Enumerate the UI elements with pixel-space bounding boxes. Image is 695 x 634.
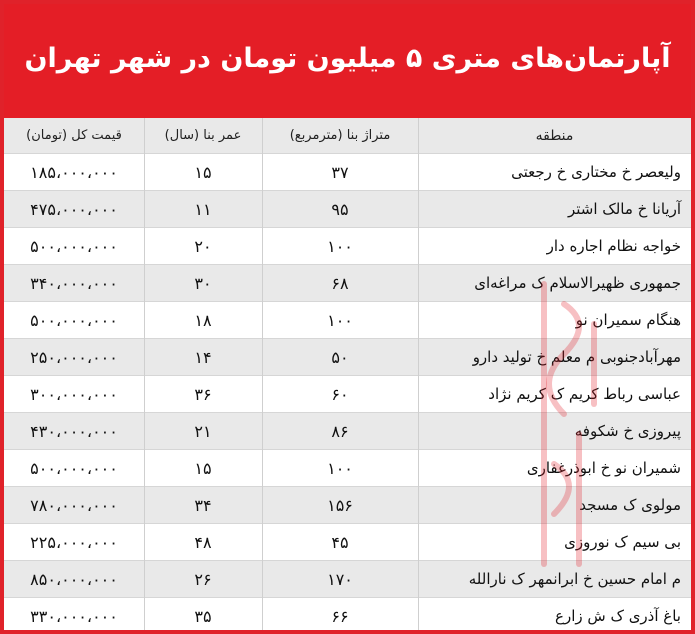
cell-age: ۱۵ bbox=[194, 458, 212, 478]
cell-price: ۵۰۰،۰۰۰،۰۰۰ bbox=[30, 310, 118, 330]
table-row bbox=[4, 265, 691, 302]
cell-age: ۴۸ bbox=[194, 532, 212, 552]
cell-price: ۵۰۰،۰۰۰،۰۰۰ bbox=[30, 458, 118, 478]
cell-region: هنگام سمیران نو bbox=[575, 311, 681, 329]
header-age: عمر بنا (سال) bbox=[164, 128, 242, 143]
cell-area: ۸۶ bbox=[331, 421, 349, 441]
price-table bbox=[4, 118, 691, 634]
cell-region: م امام حسین خ ابرانمهر ک نارالله bbox=[468, 570, 681, 588]
cell-age: ۱۱ bbox=[194, 199, 212, 219]
cell-age: ۲۱ bbox=[194, 421, 212, 441]
cell-region: پیروزی خ شکوفه bbox=[574, 422, 681, 440]
cell-area: ۴۵ bbox=[331, 532, 349, 552]
cell-area: ۶۶ bbox=[331, 606, 349, 626]
cell-area: ۱۰۰ bbox=[327, 236, 353, 256]
header-region: منطقه bbox=[535, 127, 574, 144]
column-divider bbox=[262, 118, 263, 634]
cell-age: ۲۰ bbox=[194, 236, 212, 256]
table-row bbox=[4, 191, 691, 228]
table-row bbox=[4, 598, 691, 634]
cell-price: ۵۰۰،۰۰۰،۰۰۰ bbox=[30, 236, 118, 256]
cell-price: ۲۲۵،۰۰۰،۰۰۰ bbox=[30, 532, 118, 552]
table-row bbox=[4, 302, 691, 339]
cell-price: ۲۵۰،۰۰۰،۰۰۰ bbox=[30, 347, 118, 367]
cell-region: مهرآبادجنوبی م معلم خ تولید دارو bbox=[472, 348, 681, 366]
cell-age: ۱۴ bbox=[194, 347, 212, 367]
cell-area: ۶۰ bbox=[331, 384, 349, 404]
column-divider bbox=[144, 118, 145, 634]
cell-age: ۲۶ bbox=[194, 569, 212, 589]
cell-area: ۱۰۰ bbox=[327, 458, 353, 478]
cell-age: ۳۰ bbox=[194, 273, 212, 293]
cell-age: ۱۸ bbox=[194, 310, 212, 330]
cell-price: ۴۳۰،۰۰۰،۰۰۰ bbox=[30, 421, 118, 441]
cell-price: ۳۰۰،۰۰۰،۰۰۰ bbox=[30, 384, 118, 404]
header-price: قیمت کل (تومان) bbox=[26, 128, 122, 143]
column-divider bbox=[418, 118, 419, 634]
cell-region: مولوی ک مسجد bbox=[579, 496, 681, 514]
cell-region: باغ آذری ک ش زارع bbox=[555, 607, 681, 625]
cell-age: ۳۶ bbox=[194, 384, 212, 404]
table-row bbox=[4, 376, 691, 413]
cell-region: خواجه نظام اجاره دار bbox=[546, 237, 681, 255]
cell-area: ۱۵۶ bbox=[327, 495, 353, 515]
cell-price: ۳۳۰،۰۰۰،۰۰۰ bbox=[30, 606, 118, 626]
cell-region: بی سیم ک نوروزی bbox=[564, 533, 681, 551]
cell-price: ۴۷۵،۰۰۰،۰۰۰ bbox=[30, 199, 118, 219]
table-row bbox=[4, 154, 691, 191]
table-row bbox=[4, 487, 691, 524]
cell-area: ۳۷ bbox=[331, 162, 349, 182]
title-banner bbox=[4, 4, 691, 118]
cell-area: ۶۸ bbox=[331, 273, 349, 293]
table-row bbox=[4, 228, 691, 265]
cell-price: ۳۴۰،۰۰۰،۰۰۰ bbox=[30, 273, 118, 293]
cell-area: ۱۰۰ bbox=[327, 310, 353, 330]
table-row bbox=[4, 413, 691, 450]
header-area: متراژ بنا (مترمربع) bbox=[289, 128, 391, 143]
page-title: آپارتمان‌های متری ۵ میلیون تومان در شهر تهران bbox=[24, 42, 671, 74]
cell-region: ولیعصر خ مختاری خ رجعتی bbox=[511, 163, 681, 181]
cell-area: ۵۰ bbox=[331, 347, 349, 367]
cell-region: آریانا خ مالک اشتر bbox=[567, 200, 681, 218]
cell-region: شمیران نو خ ابوذرغفاری bbox=[526, 459, 681, 477]
table-row bbox=[4, 561, 691, 598]
cell-region: عباسی رباط کریم ک کریم نژاد bbox=[488, 385, 681, 403]
table-row bbox=[4, 524, 691, 561]
cell-price: ۱۸۵،۰۰۰،۰۰۰ bbox=[30, 162, 118, 182]
table-header-row bbox=[4, 118, 691, 154]
table-row bbox=[4, 450, 691, 487]
cell-area: ۹۵ bbox=[331, 199, 349, 219]
cell-price: ۷۸۰،۰۰۰،۰۰۰ bbox=[30, 495, 118, 515]
cell-area: ۱۷۰ bbox=[327, 569, 353, 589]
cell-age: ۱۵ bbox=[194, 162, 212, 182]
cell-region: جمهوری ظهیرالاسلام ک مراغه‌ای bbox=[474, 274, 681, 292]
cell-age: ۳۵ bbox=[194, 606, 212, 626]
cell-age: ۳۴ bbox=[194, 495, 212, 515]
table-row bbox=[4, 339, 691, 376]
cell-price: ۸۵۰،۰۰۰،۰۰۰ bbox=[30, 569, 118, 589]
